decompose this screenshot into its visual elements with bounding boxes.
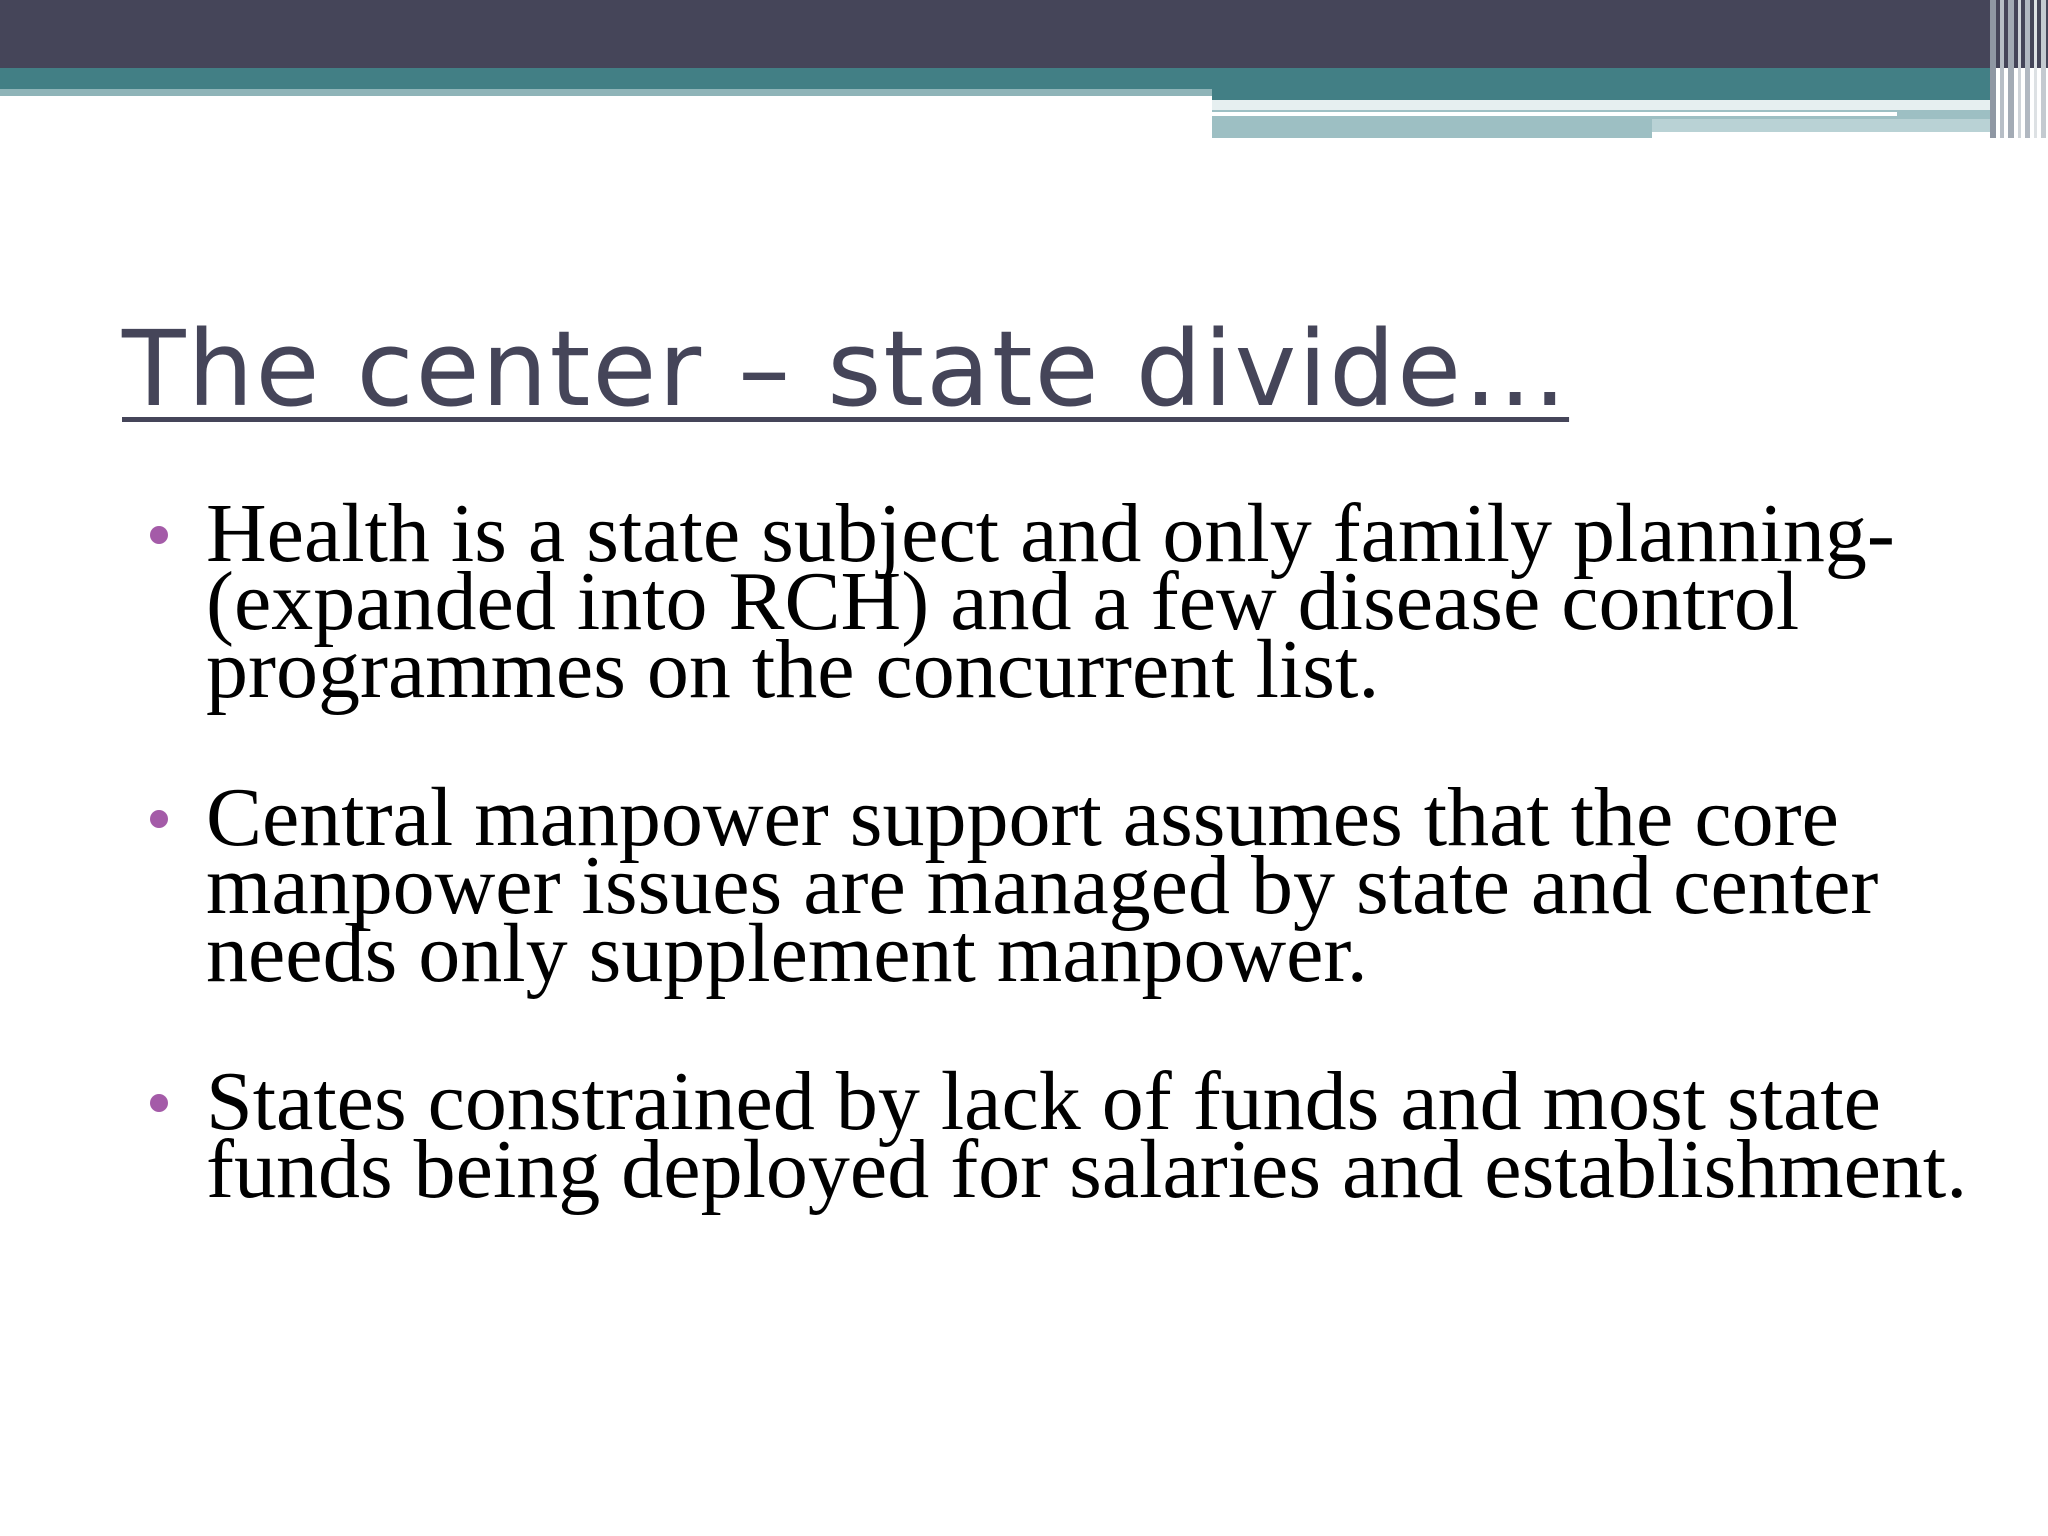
header-stripe xyxy=(2041,0,2046,138)
bullet-text: Central manpower support assumes that the core manpower issues are managed by state and center needs only supplement manpower. xyxy=(206,771,1879,1000)
bullet-list xyxy=(150,487,2010,1216)
header-stripe xyxy=(1990,0,1996,138)
bullet-marker-icon xyxy=(150,810,168,828)
bullet-item xyxy=(150,487,2010,716)
bullet-marker-icon xyxy=(150,1094,168,1112)
header-stripe xyxy=(2034,0,2037,138)
header-bar-dark xyxy=(0,0,2048,68)
header-bar-light xyxy=(1212,100,1992,110)
header-bar-teal-right xyxy=(1212,68,1992,100)
header-stripe xyxy=(2000,0,2004,138)
header-bar-light xyxy=(1212,119,1652,138)
header-bar-teal xyxy=(0,68,1212,89)
header-stripe xyxy=(2008,0,2014,138)
bullet-item xyxy=(150,771,2010,1000)
bullet-marker-icon xyxy=(150,526,168,544)
header-stripe xyxy=(2018,0,2021,138)
bullet-text: States constrained by lack of funds and most state funds being deployed for salaries and establishment. xyxy=(206,1055,1968,1216)
bullet-text: Health is a state subject and only family planning- (expanded into RCH) and a few disease control programmes on the concurrent list. xyxy=(206,487,1895,716)
header-divider-line xyxy=(1212,112,1897,116)
slide-title: The center – state divide… xyxy=(122,308,1570,430)
header-stripes xyxy=(1990,0,2048,138)
header-stripe xyxy=(2025,0,2030,138)
header-bar-light xyxy=(1652,119,1992,132)
header-bar-teal-thin xyxy=(0,89,1212,96)
bullet-item xyxy=(150,1055,2010,1216)
